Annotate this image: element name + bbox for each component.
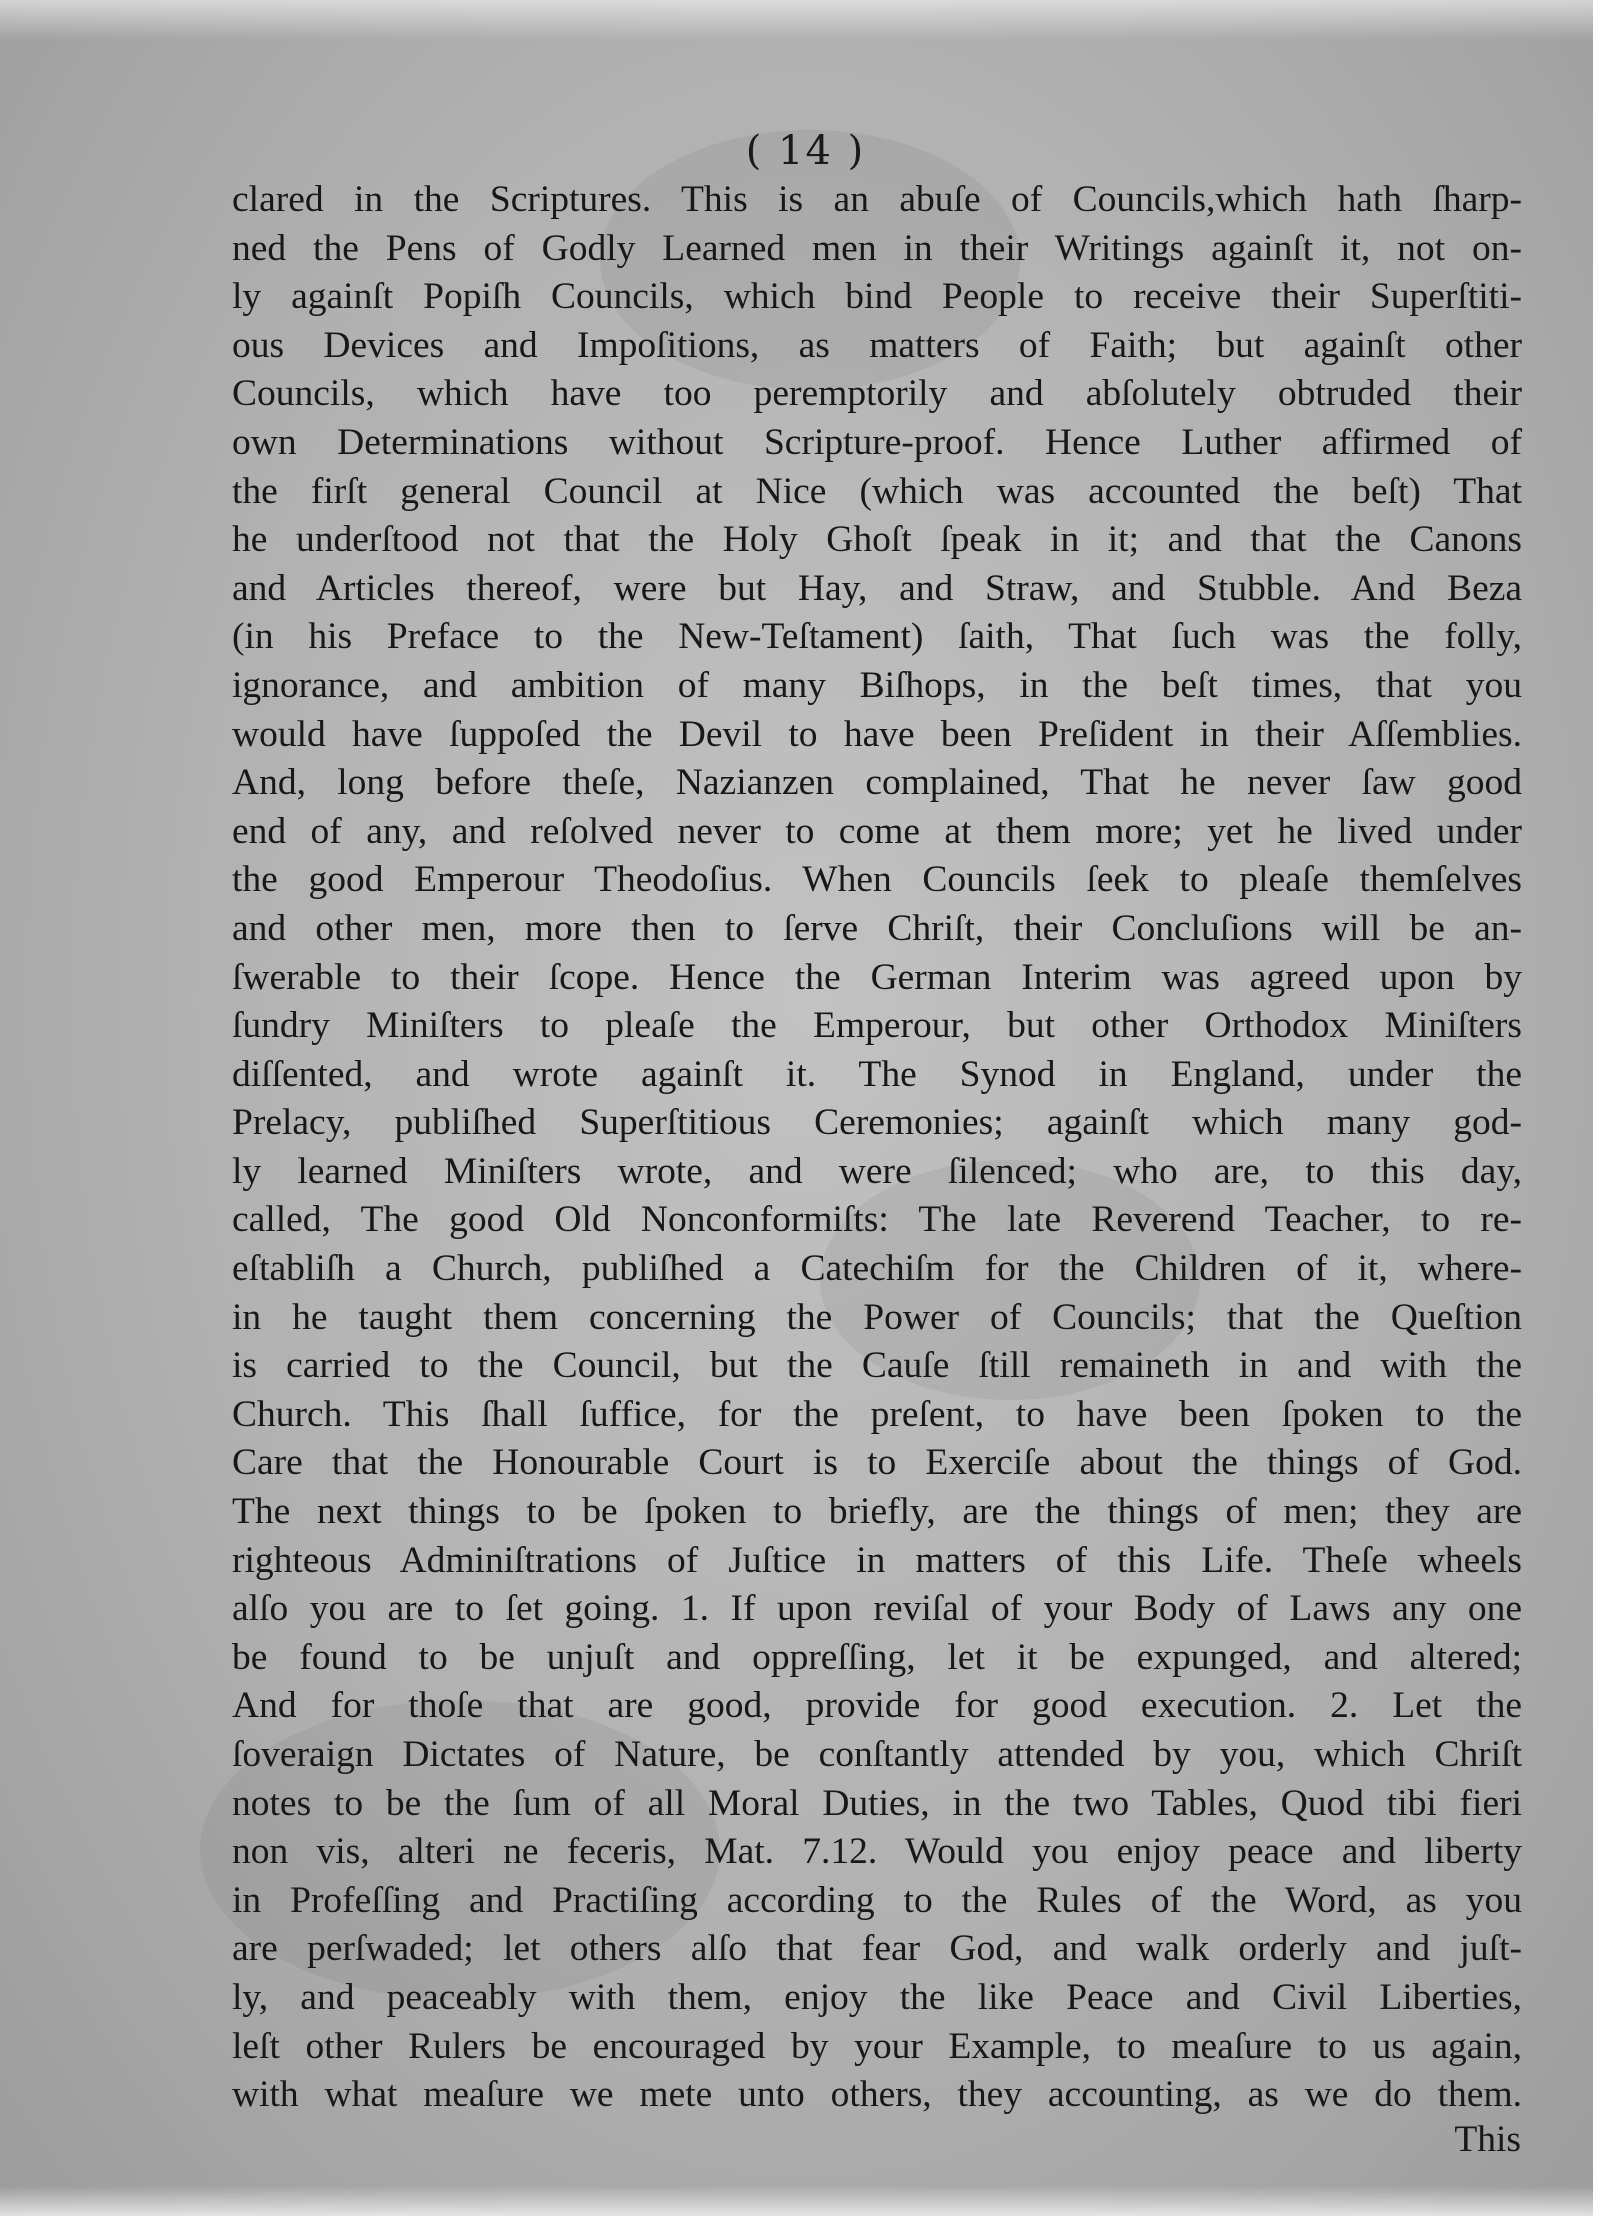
- text-line: called, The good Old Nonconformiſts: The late Reverend Teacher, to re-: [232, 1199, 1522, 1241]
- scan-shadow-bottom: [0, 2186, 1611, 2216]
- text-line: end of any, and reſolved never to come at them more; yet he lived under: [232, 810, 1522, 852]
- text-line: The next things to be ſpoken to briefly, are the things of men; they are: [232, 1491, 1522, 1533]
- text-line: Care that the Honourable Court is to Exerciſe about the things of God.: [232, 1442, 1522, 1484]
- text-line: righteous Adminiſtrations of Juſtice in matters of this Life. Theſe wheels: [232, 1539, 1522, 1581]
- text-line: non vis, alteri ne feceris, Mat. 7.12. Would you enjoy peace and liberty: [232, 1831, 1522, 1873]
- text-line: in Profeſſing and Practiſing according to the Rules of the Word, as you: [232, 1879, 1522, 1921]
- body-text: [232, 176, 1522, 2120]
- text-line: diſſented, and wrote againſt it. The Synod in England, under the: [232, 1053, 1522, 1095]
- text-line: And, long before theſe, Nazianzen complained, That he never ſaw good: [232, 762, 1522, 804]
- text-line: would have ſuppoſed the Devil to have been Preſident in their Aſſemblies.: [232, 713, 1522, 755]
- text-line: be found to be unjuſt and oppreſſing, let it be expunged, and altered;: [232, 1636, 1522, 1678]
- text-line: own Determinations without Scripture-proof. Hence Luther affirmed of: [232, 421, 1522, 463]
- text-line: (in his Preface to the New-Teſtament) ſaith, That ſuch was the folly,: [232, 616, 1522, 658]
- text-line: ly, and peaceably with them, enjoy the like Peace and Civil Liberties,: [232, 1976, 1522, 2018]
- text-line: eſtabliſh a Church, publiſhed a Catechiſm for the Children of it, where-: [232, 1248, 1522, 1290]
- text-line: ſoveraign Dictates of Nature, be conſtantly attended by you, which Chriſt: [232, 1734, 1522, 1775]
- scan-margin-right: [1593, 0, 1611, 2216]
- text-line: ly againſt Popiſh Councils, which bind People to receive their Superſtiti-: [232, 276, 1522, 318]
- scan-shadow-top: [0, 0, 1611, 40]
- text-line: notes to be the ſum of all Moral Duties, in the two Tables, Quod tibi fieri: [232, 1782, 1522, 1824]
- text-line: Church. This ſhall ſuffice, for the preſent, to have been ſpoken to the: [232, 1393, 1522, 1435]
- text-line: alſo you are to ſet going. 1. If upon reviſal of your Body of Laws any one: [232, 1588, 1522, 1630]
- text-line: Councils, which have too peremptorily and abſolutely obtruded their: [232, 373, 1522, 415]
- text-line: leſt other Rulers be encouraged by your Example, to meaſure to us again,: [232, 2025, 1522, 2067]
- text-line: ous Devices and Impoſitions, as matters of Faith; but againſt other: [232, 324, 1522, 366]
- text-line: ſundry Miniſters to pleaſe the Emperour, but other Orthodox Miniſters: [232, 1005, 1522, 1047]
- text-line: with what meaſure we mete unto others, they accounting, as we do them.: [232, 2074, 1522, 2116]
- text-line: he underſtood not that the Holy Ghoſt ſpeak in it; and that the Canons: [232, 519, 1522, 561]
- text-line: And for thoſe that are good, provide for good execution. 2. Let the: [232, 1685, 1522, 1727]
- text-line: ly learned Miniſters wrote, and were ſilenced; who are, to this day,: [232, 1150, 1522, 1192]
- text-line: ned the Pens of Godly Learned men in their Writings againſt it, not on-: [232, 227, 1522, 269]
- text-line: is carried to the Council, but the Cauſe ſtill remaineth in and with the: [232, 1345, 1522, 1387]
- text-line: ſwerable to their ſcope. Hence the German Interim was agreed upon by: [232, 956, 1522, 998]
- page-number: ( 14 ): [745, 128, 866, 174]
- text-line: Prelacy, publiſhed Superſtitious Ceremonies; againſt which many god-: [232, 1102, 1522, 1144]
- catchword: This: [1454, 2119, 1521, 2160]
- text-line: the good Emperour Theodoſius. When Councils ſeek to pleaſe themſelves: [232, 859, 1522, 901]
- text-line: and Articles thereof, were but Hay, and Straw, and Stubble. And Beza: [232, 567, 1522, 609]
- text-line: and other men, more then to ſerve Chriſt, their Concluſions will be an-: [232, 907, 1522, 949]
- text-line: ignorance, and ambition of many Biſhops, in the beſt times, that you: [232, 664, 1522, 706]
- text-line: in he taught them concerning the Power of Councils; that the Queſtion: [232, 1296, 1522, 1338]
- text-line: the firſt general Council at Nice (which was accounted the beſt) That: [232, 470, 1522, 512]
- text-line: clared in the Scriptures. This is an abuſe of Councils,which hath ſharp-: [232, 179, 1522, 220]
- text-line: are perſwaded; let others alſo that fear God, and walk orderly and juſt-: [232, 1928, 1522, 1970]
